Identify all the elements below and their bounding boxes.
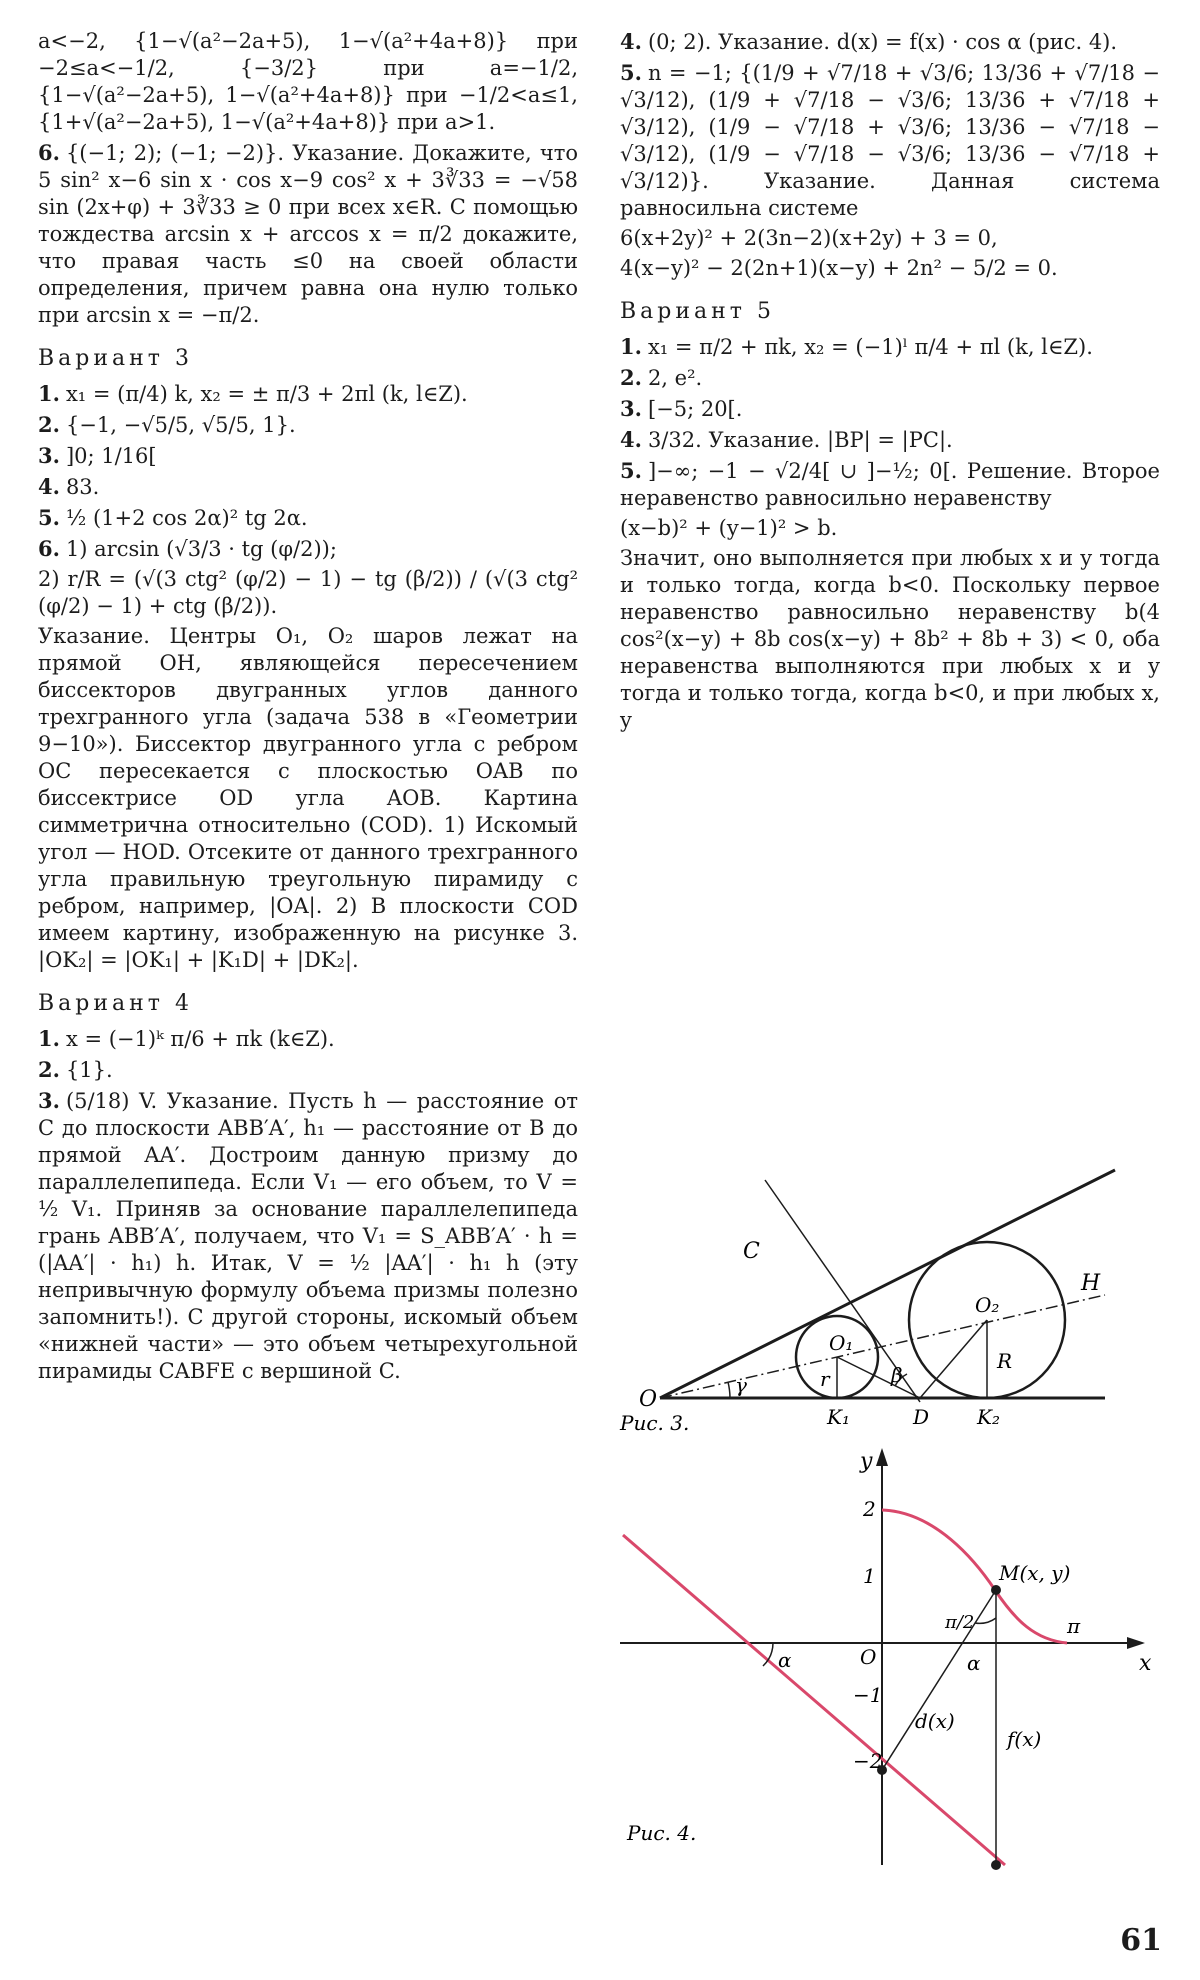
answer-number: 4. [620,427,642,452]
label-pi: π [1067,1614,1081,1638]
label-alpha: α [778,1648,792,1672]
tick-2: 2 [863,1497,876,1521]
answer-item [38,1056,578,1084]
answer-item [620,59,1167,222]
answer-text: 3/32. Указание. |BP| = |PC|. [647,428,953,452]
answer-number: 6. [38,140,60,165]
answer-item [38,504,578,532]
point-M [991,1585,1001,1595]
paragraph: 4(x−y)² − 2(2n+1)(x−y) + 2n² − 5/2 = 0. [620,256,1058,280]
answer-item [38,1025,578,1053]
label-origin: O [860,1645,877,1669]
answer-item [620,28,1160,56]
segment-O2D [920,1320,987,1398]
label-O2: O₂ [975,1293,1000,1317]
label-O1: O₁ [829,1331,854,1355]
answer-item [38,535,578,563]
label-K2: K₂ [977,1405,1000,1429]
answer-item [620,395,1160,423]
answer-item [38,380,578,408]
label-K1: K₁ [827,1405,850,1429]
tick-minus1: −1 [853,1683,883,1707]
answer-text: ]−∞; −1 − √2/4[ ∪ ]−½; 0[. Решение. Второе неравенство равносильно неравенству [620,459,1167,510]
label-H: H [1081,1271,1101,1296]
right-column [620,28,1167,737]
answer-item [620,364,1160,392]
section-heading: Вариант 3 [38,346,193,371]
answer-text: x₁ = (π/4) k, x₂ = ± π/3 + 2πl (k, l∈Z). [65,382,468,406]
answer-number: 5. [620,60,642,85]
tick-1: 1 [863,1564,876,1588]
answer-text: (5/18) V. Указание. Пусть h — расстояние от C до плоскости ABB′A′, h₁ — расстояние от B до прямой AA′. Достроим данную призму до параллелепипеда. Если V₁ — его объем, то V = ½ V₁. Приняв за основание параллелепипеда грань ABB′A′, получаем, что V₁ = S_ABB′A′ · h = (|AA′| · h₁) h. Итак, V = ½ |AA′| · h₁ h (эту непривычную формулу объема призмы полезно запомнить!). С другой стороны, искомый объем «нижней части» — это объем четырехугольной пирамиды CABFE с вершиной C. [38,1089,585,1383]
tick-minus2: −2 [853,1749,883,1773]
answer-number: 5. [620,458,642,483]
answer-text: n = −1; {(1/9 + √7/18 + √3/6; 13/36 + √7/18 − √3/12), (1/9 + √7/18 − √3/6; 13/36 + √7/18 + √3/12), (1/9 − √7/18 + √3/6; 13/36 − √7/18 − √3/12), (1/9 − √7/18 − √3/6; 13/36 − √7/18 + √3/12)}. Указание. Данная система равносильна системе [620,61,1167,220]
answer-item [620,457,1167,512]
answer-text: 83. [65,475,100,499]
point-bottom [991,1860,1001,1870]
label-R: R [997,1349,1013,1373]
y-axis-arrow [876,1448,888,1466]
label-M: M(x, y) [999,1561,1071,1585]
page-number: 61 [1120,1923,1162,1958]
paragraph: Значит, оно выполняется при любых x и y тогда и только тогда, когда b<0. Поскольку первое неравенство равносильно неравенству b(4 cos²(x−y) + 8b cos(x−y) + 8b² + 8b + 3) < 0, оба неравенства выполняются при любых x и y тогда и только тогда, когда b<0, и при любых x, y [620,546,1160,732]
answer-text: 1) arcsin (√3/3 · tg (φ/2)); [65,537,337,561]
paragraph: a<−2, {1−√(a²−2a+5), 1−√(a²+4a+8)} при −2≤a<−1/2, {−3/2} при a=−1/2, {1−√(a²−2a+5), 1−√(a²+4a+8)} при −1/2<a≤1, {1+√(a²−2a+5), 1−√(a²+4a+8)} при a>1. [38,29,578,134]
label-O: O [639,1387,658,1412]
label-alpha2: α [967,1651,981,1675]
bisector-OH [660,1295,1105,1398]
answer-number: 3. [38,1088,60,1113]
answer-text: ½ (1+2 cos 2α)² tg 2α. [65,506,308,530]
label-beta: β [891,1363,903,1387]
answer-number: 2. [38,412,60,437]
answer-item [38,473,578,501]
tangent-line [623,1535,1005,1865]
answer-text: [−5; 20[. [647,397,743,421]
label-r: r [820,1367,830,1391]
answer-text: x = (−1)ᵏ π/6 + πk (k∈Z). [65,1027,335,1051]
label-D: D [913,1405,930,1429]
section-heading: Вариант 5 [620,299,775,324]
figure-3 [615,1160,1135,1450]
figure-4 [615,1440,1175,1870]
answer-number: 1. [38,1026,60,1051]
left-column [38,28,585,1388]
segment-dx [882,1590,996,1770]
answer-item [38,1087,585,1385]
label-pi-half: π/2 [945,1612,975,1633]
label-C: C [743,1239,760,1264]
answer-text: 2, e². [647,366,703,390]
figure-3-caption: Рис. 3. [620,1411,690,1435]
label-y: y [860,1449,873,1474]
answer-item [620,333,1160,361]
answer-item [38,442,578,470]
answer-number: 4. [620,29,642,54]
angle-gamma-arc [728,1382,730,1398]
answer-number: 2. [38,1057,60,1082]
answer-item [38,411,578,439]
answer-item [38,139,585,329]
answer-item [620,426,1160,454]
answer-number: 3. [620,396,642,421]
answer-number: 6. [38,536,60,561]
x-axis-arrow [1127,1637,1145,1649]
upper-ray [660,1170,1115,1398]
paragraph: 2) r/R = (√(3 ctg² (φ/2) − 1) − tg (β/2)) / (√(3 ctg² (φ/2) − 1) + ctg (β/2)). [38,567,578,618]
label-x: x [1139,1651,1152,1676]
paragraph: Указание. Центры O₁, O₂ шаров лежат на прямой OH, являющейся пересечением биссекторов двугранных углов данного трехгранного угла (задача 538 в «Геометрии 9−10»). Биссектор двугранного угла с ребром OC пересекается с плоскостью OAB по биссектрисе OD угла AOB. Картина симметрична относительно (COD). 1) Искомый угол — HOD. Отсеките от данного трехгранного угла правильную треугольную пирамиду с ребром, например, |OA|. 2) В плоскости COD имеем картину, изображенную на рисунке 3. |OK₂| = |OK₁| + |K₁D| + |DK₂|. [38,624,578,972]
label-gamma: γ [735,1373,747,1397]
answer-text: {(−1; 2); (−1; −2)}. Указание. Докажите, что 5 sin² x−6 sin x · cos x−9 cos² x + 3∛33 = −√58 sin (2x+φ) + 3∛33 ≥ 0 при всех x∈R. С помощью тождества arcsin x + arccos x = π/2 докажите, что правая часть ≤0 на своей области определения, причем равна она нулю только при arcsin x = −π/2. [38,141,585,327]
answer-number: 2. [620,365,642,390]
label-dx: d(x) [915,1709,955,1733]
label-fx: f(x) [1007,1727,1042,1751]
answer-text: {−1, −√5/5, √5/5, 1}. [65,413,296,437]
paragraph: 6(x+2y)² + 2(3n−2)(x+2y) + 3 = 0, [620,226,998,250]
answer-number: 1. [38,381,60,406]
figure-4-caption: Рис. 4. [627,1821,697,1845]
answer-text: ]0; 1/16[ [65,444,157,468]
answer-number: 5. [38,505,60,530]
answer-number: 3. [38,443,60,468]
answer-number: 4. [38,474,60,499]
answer-text: {1}. [65,1058,113,1082]
answer-number: 1. [620,334,642,359]
answer-text: (0; 2). Указание. d(x) = f(x) · cos α (рис. 4). [647,30,1118,54]
section-heading: Вариант 4 [38,991,193,1016]
paragraph: (x−b)² + (y−1)² > b. [620,516,838,540]
answer-text: x₁ = π/2 + πk, x₂ = (−1)ˡ π/4 + πl (k, l∈Z). [647,335,1093,359]
